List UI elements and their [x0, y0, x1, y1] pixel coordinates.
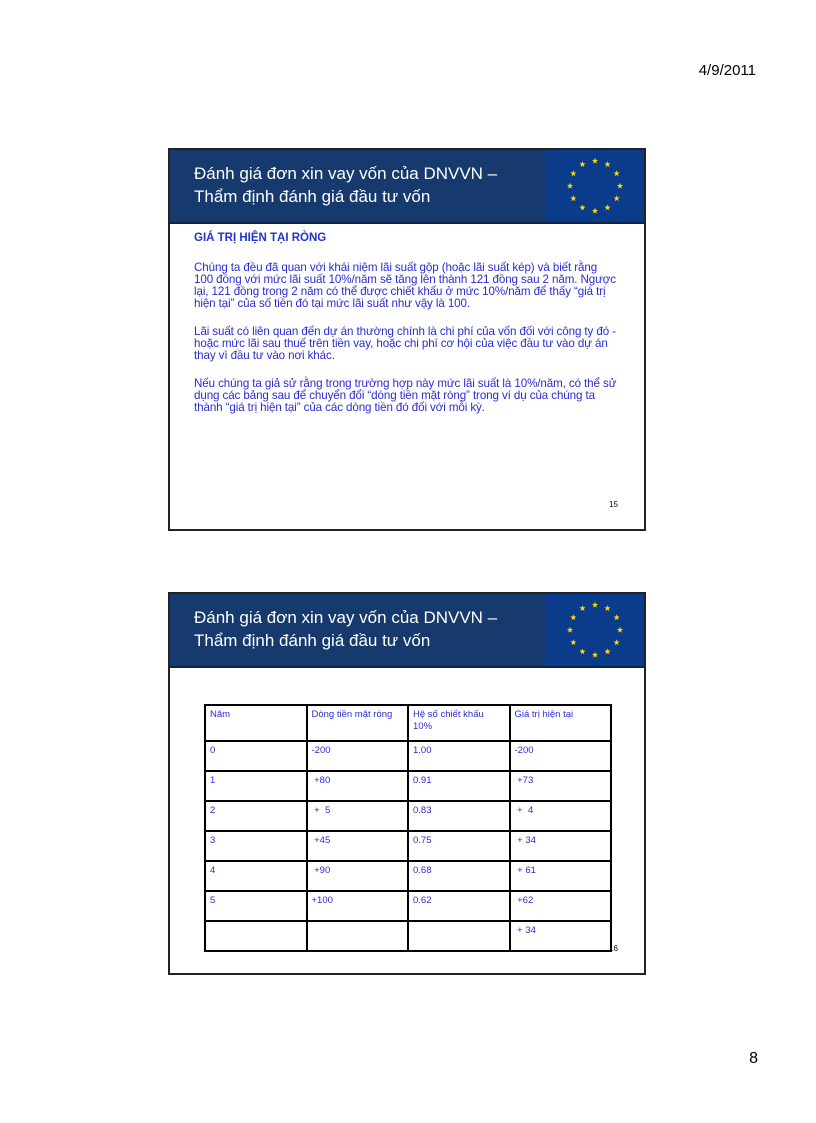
slide-header — [170, 150, 644, 224]
star-icon — [592, 208, 598, 214]
table-cell: + 5 — [307, 801, 409, 831]
star-icon — [604, 204, 610, 210]
paragraph-3: Nếu chúng ta giả sử rằng trong trường hợp này mức lãi suất là 10%/năm, có thể sử dụng các bảng sau để chuyển đổi “dòng tiền mặt ròng” trong ví dụ của chúng ta thành “giá trị hiện tại” của các dòng tiền đó đối với mỗi kỳ. — [194, 377, 617, 414]
table-cell: 0.75 — [408, 831, 510, 861]
paragraph-1: Chúng ta đều đã quan với khái niệm lãi suất gộp (hoặc lãi suất kép) và biết rằng 100 đồng với mức lãi suất 10%/năm sẽ tăng lên thành 121 đồng sau 2 năm. Ngược lại, 121 đồng trong 2 năm có thể được chiết khấu ở mức 10%/năm để thấy “giá trị hiện tại” của số tiền đó tại mức lãi suất như vậy là 100. — [194, 261, 616, 310]
table-row — [205, 891, 611, 921]
star-icon — [604, 605, 610, 611]
table-row — [205, 801, 611, 831]
table-cell: 3 — [205, 831, 307, 861]
star-icon — [614, 195, 620, 201]
table-cell — [408, 921, 510, 951]
table-cell: +62 — [510, 891, 612, 921]
slide-16 — [168, 592, 646, 975]
table-header-row — [205, 705, 611, 741]
star-icon — [570, 195, 576, 201]
header-present-value: Giá trị hiện tại — [510, 705, 612, 741]
slide-title-line2: Thẩm định đánh giá đầu tư vốn — [194, 631, 431, 650]
star-icon — [604, 648, 610, 654]
table-cell: 4 — [205, 861, 307, 891]
table-cell: -200 — [307, 741, 409, 771]
star-icon — [570, 639, 576, 645]
star-icon — [567, 627, 573, 633]
star-icon — [579, 161, 585, 167]
paragraph-2: Lãi suất có liên quan đến dự án thường chính là chi phí của vốn đối với công ty đó - hoặc mức lãi sau thuế trên tiền vay, hoặc chi phí cơ hội của việc đầu tư vào dự án thay vì đầu tư vào nơi khác. — [194, 325, 616, 362]
table-cell: 0.62 — [408, 891, 510, 921]
table-row — [205, 741, 611, 771]
star-icon — [592, 652, 598, 658]
slide-title-line2: Thẩm định đánh giá đầu tư vốn — [194, 187, 431, 206]
slide-number: 16 — [609, 944, 618, 953]
slide-title-line1: Đánh giá đơn xin vay vốn của DNVVN – — [194, 608, 498, 627]
table-cell: 0.91 — [408, 771, 510, 801]
eu-flag-icon — [546, 150, 644, 222]
slide-15 — [168, 148, 646, 531]
table-row — [205, 771, 611, 801]
table-cell: +100 — [307, 891, 409, 921]
table-cell: +73 — [510, 771, 612, 801]
table-row — [205, 861, 611, 891]
table-cell: 0.68 — [408, 861, 510, 891]
slide-header — [170, 594, 644, 668]
table-cell: 5 — [205, 891, 307, 921]
slide-title — [194, 606, 554, 652]
star-icon — [617, 627, 623, 633]
table-cell: +45 — [307, 831, 409, 861]
table-cell: + 61 — [510, 861, 612, 891]
section-heading: GIÁ TRỊ HIỆN TẠI RÒNG — [194, 232, 327, 244]
star-icon — [614, 170, 620, 176]
table-cell: + 34 — [510, 921, 612, 951]
star-icon — [617, 183, 623, 189]
header-discount-factor: Hệ số chiết khấu 10% — [408, 705, 510, 741]
table-cell: + 4 — [510, 801, 612, 831]
header-net-cash-flow: Dòng tiền mặt ròng — [307, 705, 409, 741]
star-icon — [592, 602, 598, 608]
star-icon — [567, 183, 573, 189]
star-icon — [614, 614, 620, 620]
star-icon — [579, 605, 585, 611]
table-cell: 0 — [205, 741, 307, 771]
slide-number: 15 — [609, 500, 618, 509]
table-cell: 0.83 — [408, 801, 510, 831]
eu-flag-icon — [546, 594, 644, 666]
table-row — [205, 921, 611, 951]
star-icon — [592, 158, 598, 164]
star-icon — [614, 639, 620, 645]
star-icon — [579, 648, 585, 654]
table-cell — [307, 921, 409, 951]
table-cell — [205, 921, 307, 951]
table-cell: 1.00 — [408, 741, 510, 771]
table-cell: 1 — [205, 771, 307, 801]
star-icon — [579, 204, 585, 210]
present-value-table — [204, 704, 612, 952]
header-year: Năm — [205, 705, 307, 741]
star-icon — [604, 161, 610, 167]
table-row — [205, 831, 611, 861]
table-cell: + 34 — [510, 831, 612, 861]
slide-title — [194, 162, 554, 208]
slide-title-line1: Đánh giá đơn xin vay vốn của DNVVN – — [194, 164, 498, 183]
table-cell: 2 — [205, 801, 307, 831]
table-cell: +80 — [307, 771, 409, 801]
page-date: 4/9/2011 — [698, 62, 756, 79]
table-cell: +90 — [307, 861, 409, 891]
star-icon — [570, 170, 576, 176]
page-number: 8 — [749, 1050, 758, 1067]
star-icon — [570, 614, 576, 620]
table-cell: -200 — [510, 741, 612, 771]
slide-body — [170, 224, 644, 414]
